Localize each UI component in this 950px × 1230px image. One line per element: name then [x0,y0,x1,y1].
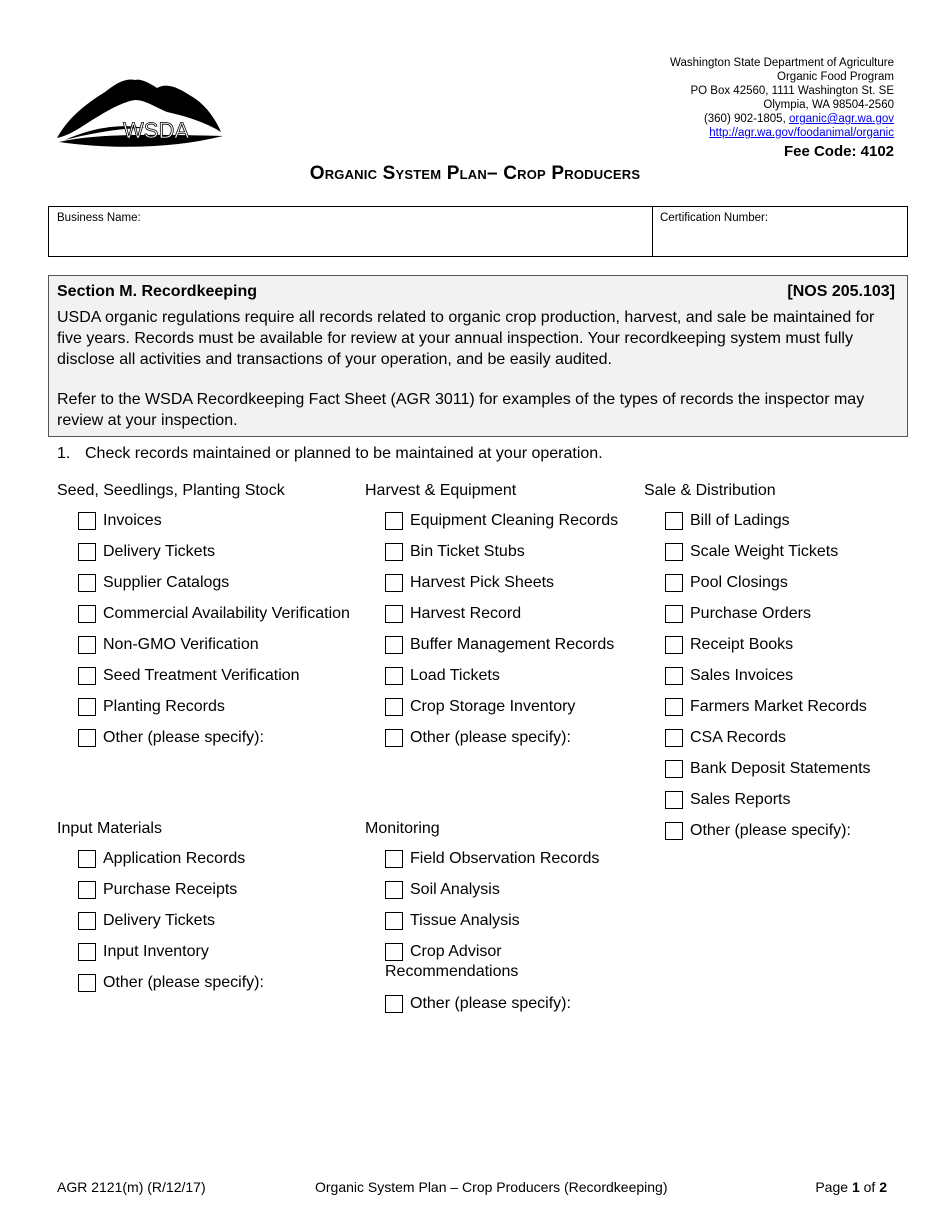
group-heading-seed: Seed, Seedlings, Planting Stock [57,482,285,499]
org-line: Organic Food Program [777,71,894,83]
checkbox-item[interactable] [385,636,618,667]
checkbox-item[interactable] [78,605,350,636]
checkbox-label: Other (please specify): [410,995,571,1012]
checkbox-label: Crop Storage Inventory [410,698,576,715]
checkbox[interactable] [385,512,403,530]
checkbox[interactable] [665,574,683,592]
checkbox[interactable] [78,729,96,747]
org-line: Olympia, WA 98504-2560 [763,99,894,111]
checkbox-item[interactable] [385,605,618,636]
checkbox-item[interactable] [78,574,350,605]
email-link[interactable]: organic@agr.wa.gov [788,113,894,125]
checkbox-item[interactable] [78,667,350,698]
section-reference: [NOS 205.103] [787,283,895,300]
checkbox-item[interactable] [78,729,350,760]
checkbox-label: Pool Closings [690,574,788,591]
checkbox[interactable] [385,574,403,592]
harvest-checklist [385,512,618,760]
checkbox-label: Receipt Books [690,636,794,653]
checkbox[interactable] [665,791,683,809]
checkbox-item[interactable] [665,698,871,729]
checkbox-item[interactable] [665,605,871,636]
checkbox-item[interactable] [665,512,871,543]
checkbox[interactable] [665,605,683,623]
checkbox-item[interactable] [78,974,264,1005]
checkbox-label: Purchase Receipts [103,881,238,898]
checkbox[interactable] [78,574,96,592]
checkbox-label: Other (please specify): [410,729,571,746]
checkbox-item[interactable] [78,881,264,912]
checkbox-label: Other (please specify): [690,822,851,839]
checkbox-label: Sales Reports [690,791,791,808]
checkbox[interactable] [78,881,96,899]
checkbox-item[interactable] [385,995,599,1026]
title-text: Organic System Plan– Crop Producers [309,163,641,184]
checkbox-label: Bank Deposit Statements [690,760,871,777]
checkbox-label: Other (please specify): [103,729,264,746]
checkbox-label: Scale Weight Tickets [690,543,839,560]
checkbox-label: Bill of Ladings [690,512,790,529]
checkbox-label: Other (please specify): [103,974,264,991]
business-info-table [48,206,908,257]
checkbox-item[interactable] [385,574,618,605]
checkbox-item[interactable] [385,543,618,574]
checkbox[interactable] [665,512,683,530]
checkbox-label: Planting Records [103,698,225,715]
org-line: Washington State Department of Agriculture [670,57,894,69]
group-heading-input: Input Materials [57,820,162,837]
checkbox-label: Harvest Record [410,605,522,622]
checkbox-item[interactable] [385,881,599,912]
checkbox-label: Farmers Market Records [690,698,867,715]
checkbox[interactable] [78,636,96,654]
business-name-field[interactable] [49,207,653,256]
org-line: PO Box 42560, 1111 Washington St. SE [690,85,894,97]
checkbox-item[interactable] [385,698,618,729]
section-paragraph: Refer to the WSDA Recordkeeping Fact Sheet (AGR 3011) for examples of the types of records the inspector may review at your inspection. [57,391,865,429]
page-title [0,163,950,185]
checkbox-label: Non-GMO Verification [103,636,259,653]
checkbox-item[interactable] [665,667,871,698]
checkbox-label: CSA Records [690,729,787,746]
checkbox[interactable] [385,995,403,1013]
checkbox-label: Delivery Tickets [103,912,216,929]
checkbox[interactable] [385,850,403,868]
checkbox-label: Purchase Orders [690,605,811,622]
page-current: 1 [851,1179,860,1195]
checkbox[interactable] [78,605,96,623]
checkbox-label-continuation: Recommendations [385,963,519,980]
checkbox-label: Field Observation Records [410,850,600,867]
checkbox[interactable] [385,912,403,930]
fee-code: Fee Code: 4102 [783,143,894,160]
checkbox-item[interactable] [665,822,871,853]
checkbox-item[interactable] [78,912,264,943]
checkbox-label: Seed Treatment Verification [103,667,300,684]
page-total: 2 [879,1179,887,1195]
checkbox[interactable] [665,729,683,747]
group-heading-sale: Sale & Distribution [644,482,776,499]
checkbox[interactable] [385,667,403,685]
checkbox-item[interactable] [78,698,350,729]
checkbox-item[interactable] [78,943,264,974]
agency-address [474,56,894,140]
checkbox[interactable] [78,912,96,930]
checkbox[interactable] [665,822,683,840]
page-prefix: Page [815,1179,849,1195]
website-link[interactable]: http://agr.wa.gov/foodanimal/organic [709,127,894,139]
checkbox[interactable] [665,543,683,561]
seed-checklist [78,512,350,760]
checkbox-label: Input Inventory [103,943,209,960]
checkbox-item[interactable] [78,850,264,881]
monitoring-checklist [385,850,599,1026]
checkbox-item[interactable] [385,729,618,760]
checkbox-label: Application Records [103,850,246,867]
section-title: Section M. Recordkeeping [57,283,258,300]
checkbox[interactable] [385,543,403,561]
checkbox-item[interactable] [665,636,871,667]
checkbox-label: Delivery Tickets [103,543,216,560]
checkbox[interactable] [385,605,403,623]
input-checklist [78,850,264,1005]
checkbox[interactable] [78,974,96,992]
footer-doc-title: Organic System Plan – Crop Producers (Recordkeeping) [315,1179,668,1195]
section-box [48,275,908,437]
section-paragraph: USDA organic regulations require all records related to organic crop production, harvest, and sale be maintained for five years. Records must be available for review at your annual inspection. Your recordkeeping system must fully disclose all activities and transactions of your operation, and be easily audited. [57,309,875,368]
cert-number-field[interactable] [653,207,907,256]
checkbox-item[interactable] [78,512,350,543]
checkbox-label: Commercial Availability Verification [103,605,350,622]
checkbox[interactable] [665,667,683,685]
form-id: AGR 2121(m) (R/12/17) [57,1179,206,1195]
checkbox[interactable] [385,636,403,654]
checkbox[interactable] [78,543,96,561]
checkbox-label: Buffer Management Records [410,636,615,653]
page-of: of [863,1179,876,1195]
checkbox-label: Bin Ticket Stubs [410,543,525,560]
checkbox-label: Supplier Catalogs [103,574,230,591]
checkbox[interactable] [665,760,683,778]
cert-number-label: Certification Number: [660,212,769,224]
checkbox-item[interactable] [385,512,618,543]
checkbox-label: Equipment Cleaning Records [410,512,619,529]
sale-checklist [665,512,871,853]
business-name-label: Business Name: [57,212,141,224]
checkbox[interactable] [385,943,403,961]
checkbox-item[interactable] [665,760,871,791]
group-heading-monitoring: Monitoring [365,820,440,837]
checkbox-label: Load Tickets [410,667,500,684]
checkbox[interactable] [78,850,96,868]
checkbox-item[interactable] [665,543,871,574]
checkbox-item[interactable] [78,543,350,574]
checkbox-label: Soil Analysis [410,881,500,898]
checkbox[interactable] [665,636,683,654]
checkbox-item[interactable] [385,912,599,943]
checkbox-item[interactable] [665,791,871,822]
checkbox[interactable] [385,698,403,716]
checkbox[interactable] [385,729,403,747]
question-text: Check records maintained or planned to be maintained at your operation. [85,445,603,462]
page-number [815,1179,887,1195]
checkbox[interactable] [78,943,96,961]
checkbox-label: Sales Invoices [690,667,794,684]
checkbox-item[interactable] [665,729,871,760]
phone-number: (360) 902-1805, [703,113,786,125]
checkbox-item[interactable] [385,943,599,995]
checkbox-item[interactable] [385,850,599,881]
group-heading-harvest: Harvest & Equipment [365,482,517,499]
logo-text: WSDA [123,118,189,143]
checkbox[interactable] [78,698,96,716]
wsda-logo [55,76,225,150]
question-number: 1. [57,445,71,462]
checkbox-label: Invoices [103,512,162,529]
question-1 [57,445,603,463]
checkbox[interactable] [665,698,683,716]
checkbox-label: Crop Advisor [410,943,502,960]
checkbox-label: Tissue Analysis [410,912,520,929]
checkbox-label: Harvest Pick Sheets [410,574,555,591]
checkbox[interactable] [385,881,403,899]
checkbox[interactable] [78,667,96,685]
checkbox-item[interactable] [385,667,618,698]
checkbox[interactable] [78,512,96,530]
checkbox-item[interactable] [78,636,350,667]
checkbox-item[interactable] [665,574,871,605]
